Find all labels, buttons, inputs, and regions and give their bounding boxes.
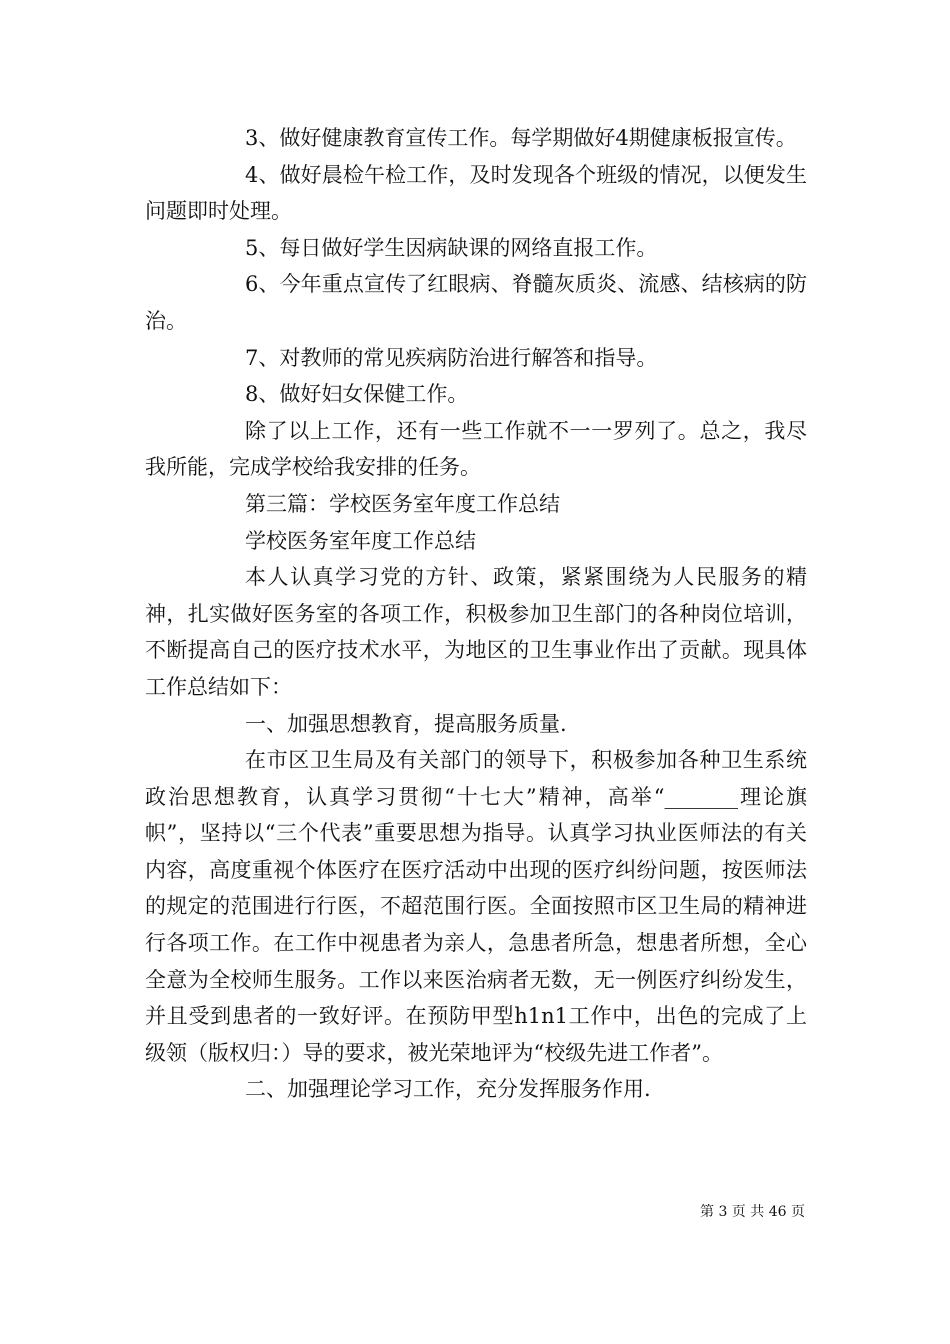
subheading-1: 一、加强思想教育，提高服务质量.: [245, 711, 567, 736]
paragraph-item-3: 3、做好健康教育宣传工作。每学期做好4期健康板报宣传。: [245, 126, 797, 150]
paragraph-item-5: 5、每日做好学生因病缺课的网络直报工作。: [245, 235, 658, 260]
body-paragraph-1: 在市区卫生局及有关部门的领导下，积极参加各种卫生系统政治思想教育，认真学习贯彻“十七大”精神，高举“_______理论旗帜”，坚持以“三个代表”重要思想为指导。认真学习执业医师法的有关内容，高度重视个体医疗在医疗活动中出现的医疗纠纷问题，按医师法的规定的范围进行行医，不超范围行医。全面按照市区卫生局的精神进行各项工作。在工作中视患者为亲人，急患者所急，想患者所想，全心全意为全校师生服务。工作以来医治病者无数，无一例医疗纠纷发生，并且受到患者的一致好评。在预防甲型h1n1工作中，出色的完成了上级领（版权归：）导的要求，被光荣地评为“校级先进工作者”。: [145, 748, 807, 1065]
document-body: [145, 120, 807, 1108]
paragraph-item-7: 7、对教师的常见疾病防治进行解答和指导。: [245, 345, 658, 370]
paragraph-item-8: 8、做好妇女保健工作。: [245, 382, 469, 407]
article-title: 学校医务室年度工作总结: [245, 528, 476, 553]
paragraph-item-6: 6、今年重点宣传了红眼病、脊髓灰质炎、流感、结核病的防治。: [145, 272, 807, 333]
paragraph-summary: 除了以上工作，还有一些工作就不一一罗列了。总之，我尽我所能，完成学校给我安排的任务。: [145, 418, 807, 480]
section-heading: 第三篇：学校医务室年度工作总结: [245, 491, 560, 516]
paragraph-item-4: 4、做好晨检午检工作，及时发现各个班级的情况，以便发生问题即时处理。: [145, 162, 807, 224]
page-number-footer: 第 3 页 共 46 页: [700, 1204, 805, 1220]
subheading-2: 二、加强理论学习工作，充分发挥服务作用.: [245, 1077, 651, 1102]
intro-paragraph: 本人认真学习党的方针、政策，紧紧围绕为人民服务的精神，扎实做好医务室的各项工作，积极参加卫生部门的各种岗位培训，不断提高自己的医疗技术水平，为地区的卫生事业作出了贡献。现具体工作总结如下：: [145, 565, 807, 699]
